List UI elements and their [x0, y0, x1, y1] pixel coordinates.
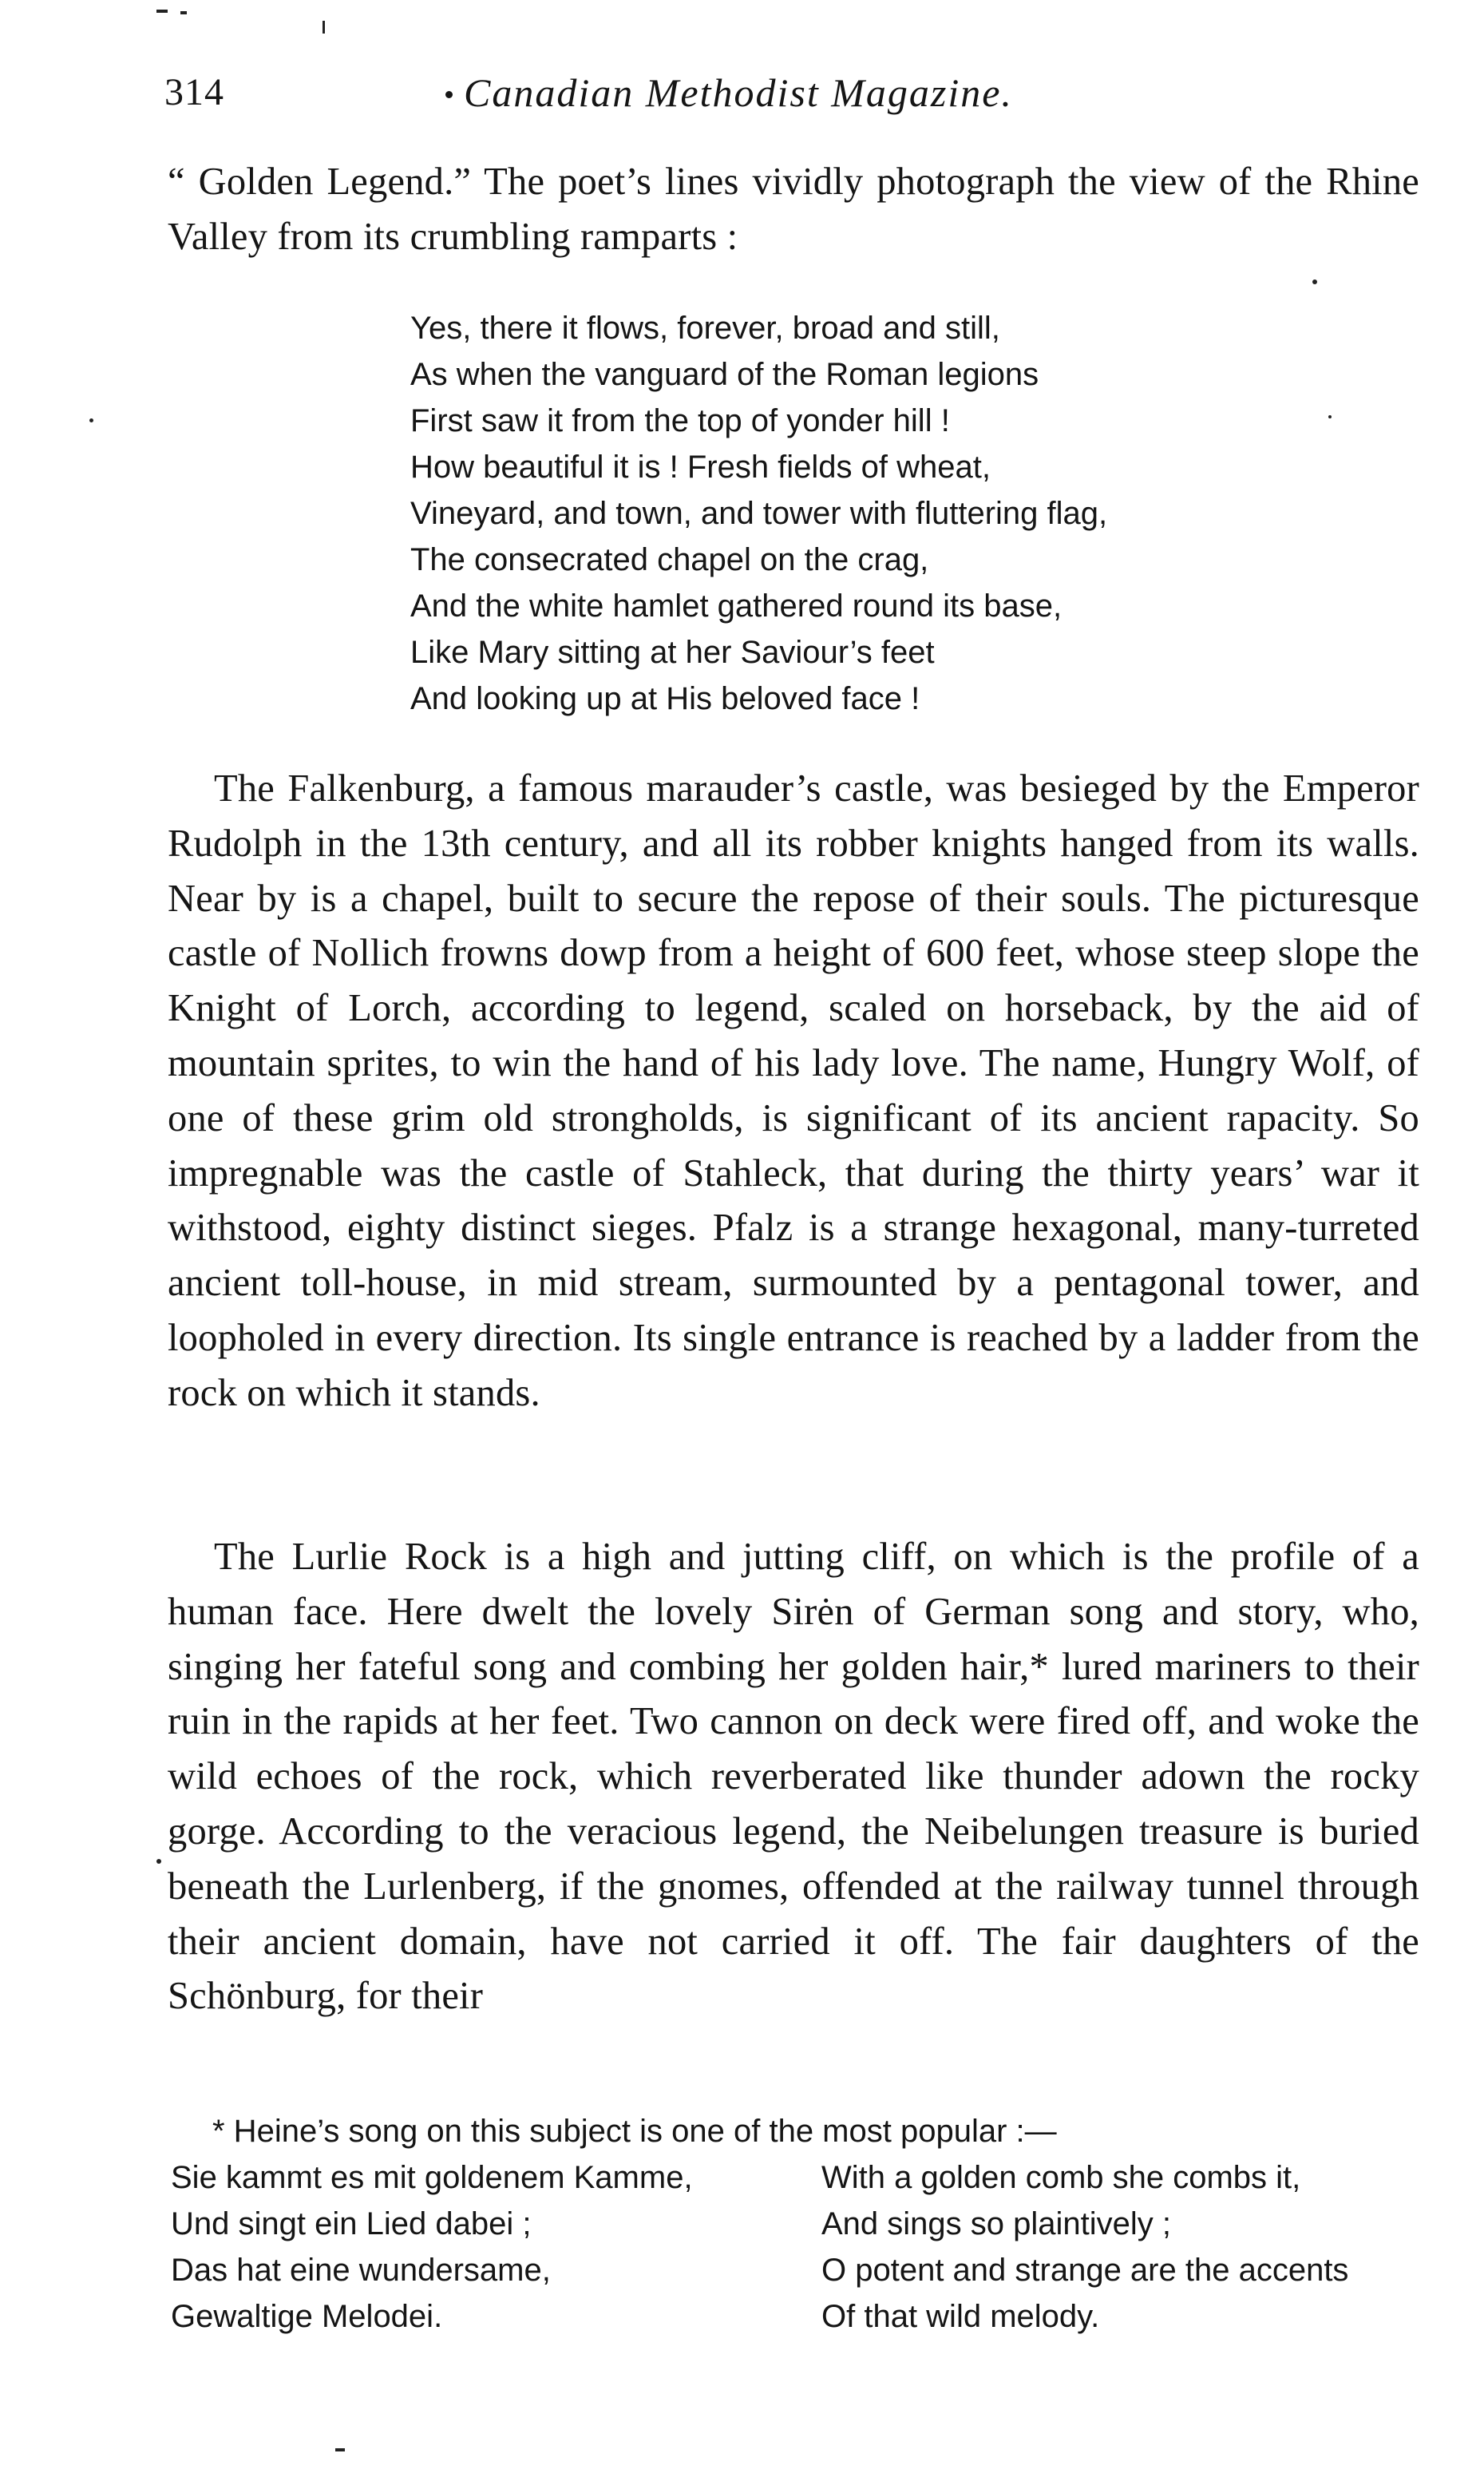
paragraph-lurlie-rock: The Lurlie Rock is a high and jutting cliff, on which is the profile of a human face. Here dwelt the lovely Sirėn of German song and story, who, singing her fateful song and combing her golden hair,* lured mariners to their ruin in the rapids at her feet. Two cannon on deck were fired off, and woke the wild echoes of the rock, which reverberated like thunder adown the rocky gorge. According to the veracious legend, the Neibelungen treasure is buried beneath the Lurlenberg, if the gnomes, offended at the railway tunnel through their ancient domain, have not carried it off. The fair daughters of the Schönburg, for their [168, 1536, 1419, 2018]
footnote-german-line: Sie kammt es mit goldenem Kamme, [171, 2160, 693, 2195]
poem-line: First saw it from the top of yonder hill ! [410, 403, 950, 438]
print-speck [89, 418, 93, 422]
header-dot [445, 91, 453, 98]
page-number: 314 [164, 71, 224, 113]
poem-line: Like Mary sitting at her Saviour’s feet [410, 635, 935, 670]
print-speck [323, 21, 325, 34]
poem-line: The consecrated chapel on the crag, [410, 542, 929, 577]
paragraph-falkenburg: The Falkenburg, a famous marauder’s castle, was besieged by the Emperor Rudolph in the 13th century, and all its robber knights hanged from its walls. Near by is a chapel, built to secure the repose of their souls. The picturesque castle of Nollich frowns dowp from a height of 600 feet, whose steep slope the Knight of Lorch, according to legend, scaled on horseback, by the aid of mountain sprites, to win the hand of his lady love. The name, Hungry Wolf, of one of these grim old strongholds, is significant of its ancient rapacity. So impregnable was the castle of Stahleck, that during the thirty years’ war it withstood, eighty distinct sieges. Pfalz is a strange hexagonal, many-turreted ancient toll-house, in mid stream, surmounted by a pentagonal tower, and loopholed in every direction. Its single entrance is reached by a ladder from the rock on which it stands. [168, 767, 1419, 1414]
poem-line: Vineyard, and town, and tower with fluttering flag, [410, 496, 1108, 531]
print-speck [1328, 415, 1332, 418]
poem-quotation [410, 305, 1107, 722]
print-speck [1312, 279, 1317, 284]
footnote-english-line: O potent and strange are the accents [821, 2253, 1349, 2288]
footnote-english-line: And sings so plaintively ; [821, 2206, 1172, 2241]
poem-line: And the white hamlet gathered round its base, [410, 589, 1063, 624]
poem-line: And looking up at His beloved face ! [410, 681, 920, 716]
footnote-german-line: Und singt ein Lied dabei ; [171, 2206, 532, 2241]
print-speck [335, 2448, 345, 2451]
poem-line: How beautiful it is ! Fresh fields of wheat, [410, 450, 991, 485]
footnote-german-line: Gewaltige Melodei. [171, 2299, 443, 2334]
footnote-english-line: With a golden comb she combs it, [821, 2160, 1301, 2195]
print-speck [156, 10, 168, 13]
paragraph-golden-legend: “ Golden Legend.” The poet’s lines vividly photograph the view of the Rhine Valley from its crumbling ramparts : [168, 161, 1419, 258]
running-header [164, 64, 1426, 128]
footnote-verse-columns [171, 2154, 1424, 2340]
footnote-german-line: Das hat eine wundersame, [171, 2253, 551, 2288]
footnote [171, 2108, 1424, 2340]
print-speck [156, 1859, 161, 1864]
footnote-intro: * Heine’s song on this subject is one of the most popular :— [212, 2114, 1057, 2149]
poem-line: As when the vanguard of the Roman legions [410, 357, 1039, 392]
running-title: Canadian Methodist Magazine. [464, 70, 1013, 115]
print-speck [180, 11, 187, 14]
footnote-english-line: Of that wild melody. [821, 2299, 1100, 2334]
poem-line: Yes, there it flows, forever, broad and still, [410, 311, 1000, 346]
